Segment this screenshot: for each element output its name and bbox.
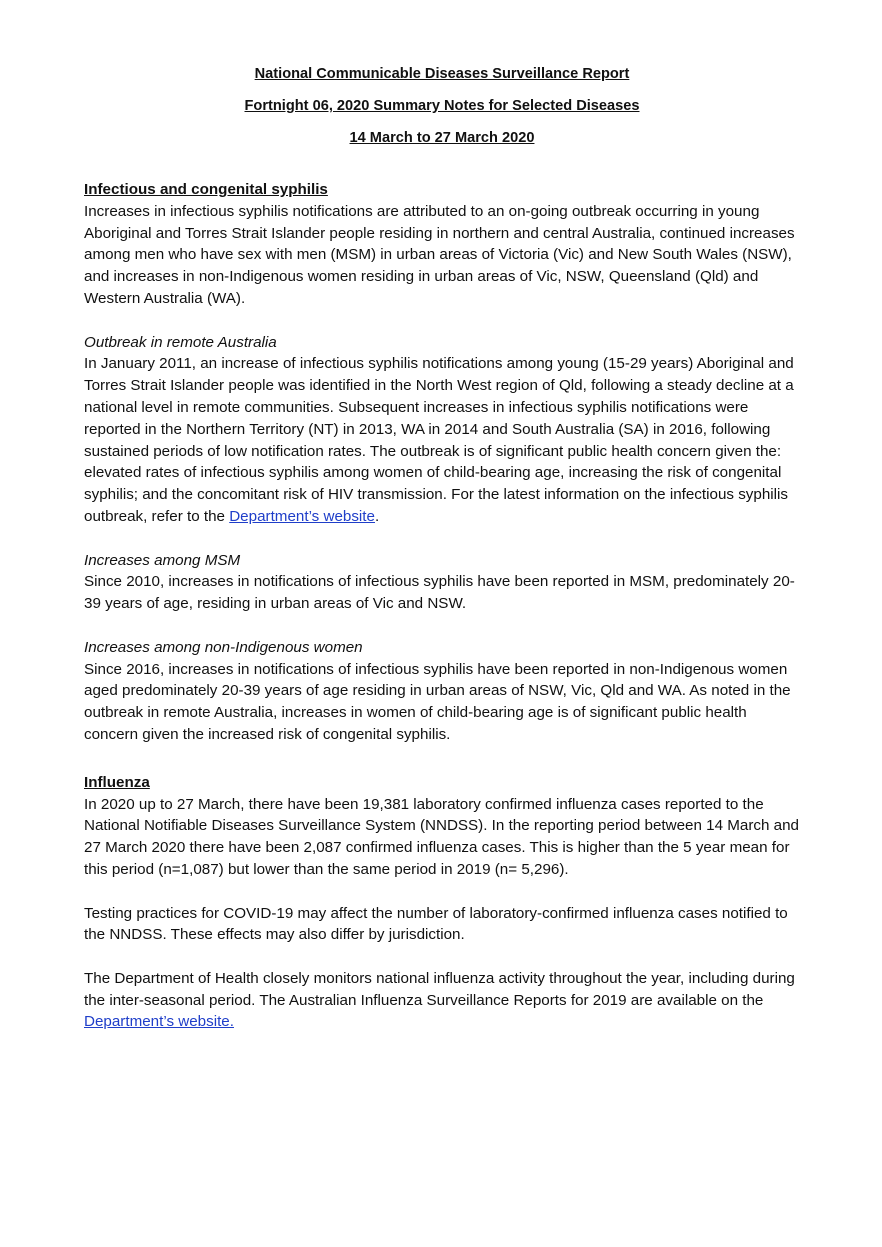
influenza-para-2: Testing practices for COVID-19 may affect the number of laboratory-confirmed influenza cases notified to the NNDSS. These effects may also differ by jurisdiction. [84, 904, 788, 944]
syphilis-intro: Increases in infectious syphilis notifications are attributed to an on-going outbreak occurring in young Aboriginal and Torres Strait Islander people residing in northern and central Australia, continued increases among men who have sex with men (MSM) in urban areas of Victoria (Vic) and New South Wales (NSW), and increases in non-Indigenous women residing in urban areas of Vic, NSW, Queensland (Qld) and Western Australia (WA). [84, 202, 795, 307]
report-page [84, 64, 800, 1033]
syphilis-section [84, 179, 800, 746]
remote-outbreak-text [84, 353, 800, 527]
influenza-para-3 [84, 968, 800, 1033]
influenza-section [84, 772, 800, 1034]
influenza-title: Influenza [84, 773, 150, 791]
remote-outbreak-heading: Outbreak in remote Australia [84, 333, 277, 351]
influenza-department-website-link[interactable]: Department’s website. [84, 1013, 234, 1031]
report-date-range: 14 March to 27 March 2020 [349, 130, 535, 146]
department-website-link[interactable]: Department’s website [229, 507, 375, 525]
women-heading: Increases among non-Indigenous women [84, 638, 363, 656]
influenza-para-1: In 2020 up to 27 March, there have been 19,381 laboratory confirmed influenza cases reported to the National Notifiable Diseases Surveillance System (NNDSS). In the reporting period between 14 March and 27 March 2020 there have been 2,087 confirmed influenza cases. This is higher than the 5 year mean for this period (n=1,087) but lower than the same period in 2019 (n= 5,296). [84, 795, 800, 878]
remote-outbreak-body: In January 2011, an increase of infectious syphilis notifications among young (15-29 years) Aboriginal and Torres Strait Islander people was identified in the North West region of Qld, following a steady decline at a national level in remote communities. Subsequent increases in infectious syphilis notifications were reported in the Northern Territory (NT) in 2013, WA in 2014 and South Australia (SA) in 2016, following sustained periods of low notification rates. The outbreak is of significant public health concern given the: elevated rates of infectious syphilis among women of child-bearing age, increasing the risk of congenital syphilis; and the concomitant risk of HIV transmission. For the latest information on the infectious syphilis outbreak, refer to the [84, 355, 794, 525]
women-text: Since 2016, increases in notifications of infectious syphilis have been reported in non-Indigenous women aged predominately 20-39 years of age residing in urban areas of NSW, Vic, Qld and WA. As noted in the outbreak in remote Australia, increases in women of child-bearing age is of significant public health concern given the increased risk of congenital syphilis. [84, 660, 791, 743]
report-title: National Communicable Diseases Surveillance Report [254, 66, 630, 82]
msm-text: Since 2010, increases in notifications of infectious syphilis have been reported in MSM, predominately 20-39 years of age, residing in urban areas of Vic and NSW. [84, 573, 795, 613]
msm-heading: Increases among MSM [84, 551, 241, 569]
syphilis-title: Infectious and congenital syphilis [84, 181, 328, 198]
influenza-para-3-body: The Department of Health closely monitors national influenza activity throughout the year, including during the inter-seasonal period. The Australian Influenza Surveillance Reports for 2019 are available on the [84, 969, 795, 1009]
report-subtitle: Fortnight 06, 2020 Summary Notes for Selected Diseases [244, 98, 640, 114]
remote-outbreak-suffix: . [374, 507, 380, 525]
